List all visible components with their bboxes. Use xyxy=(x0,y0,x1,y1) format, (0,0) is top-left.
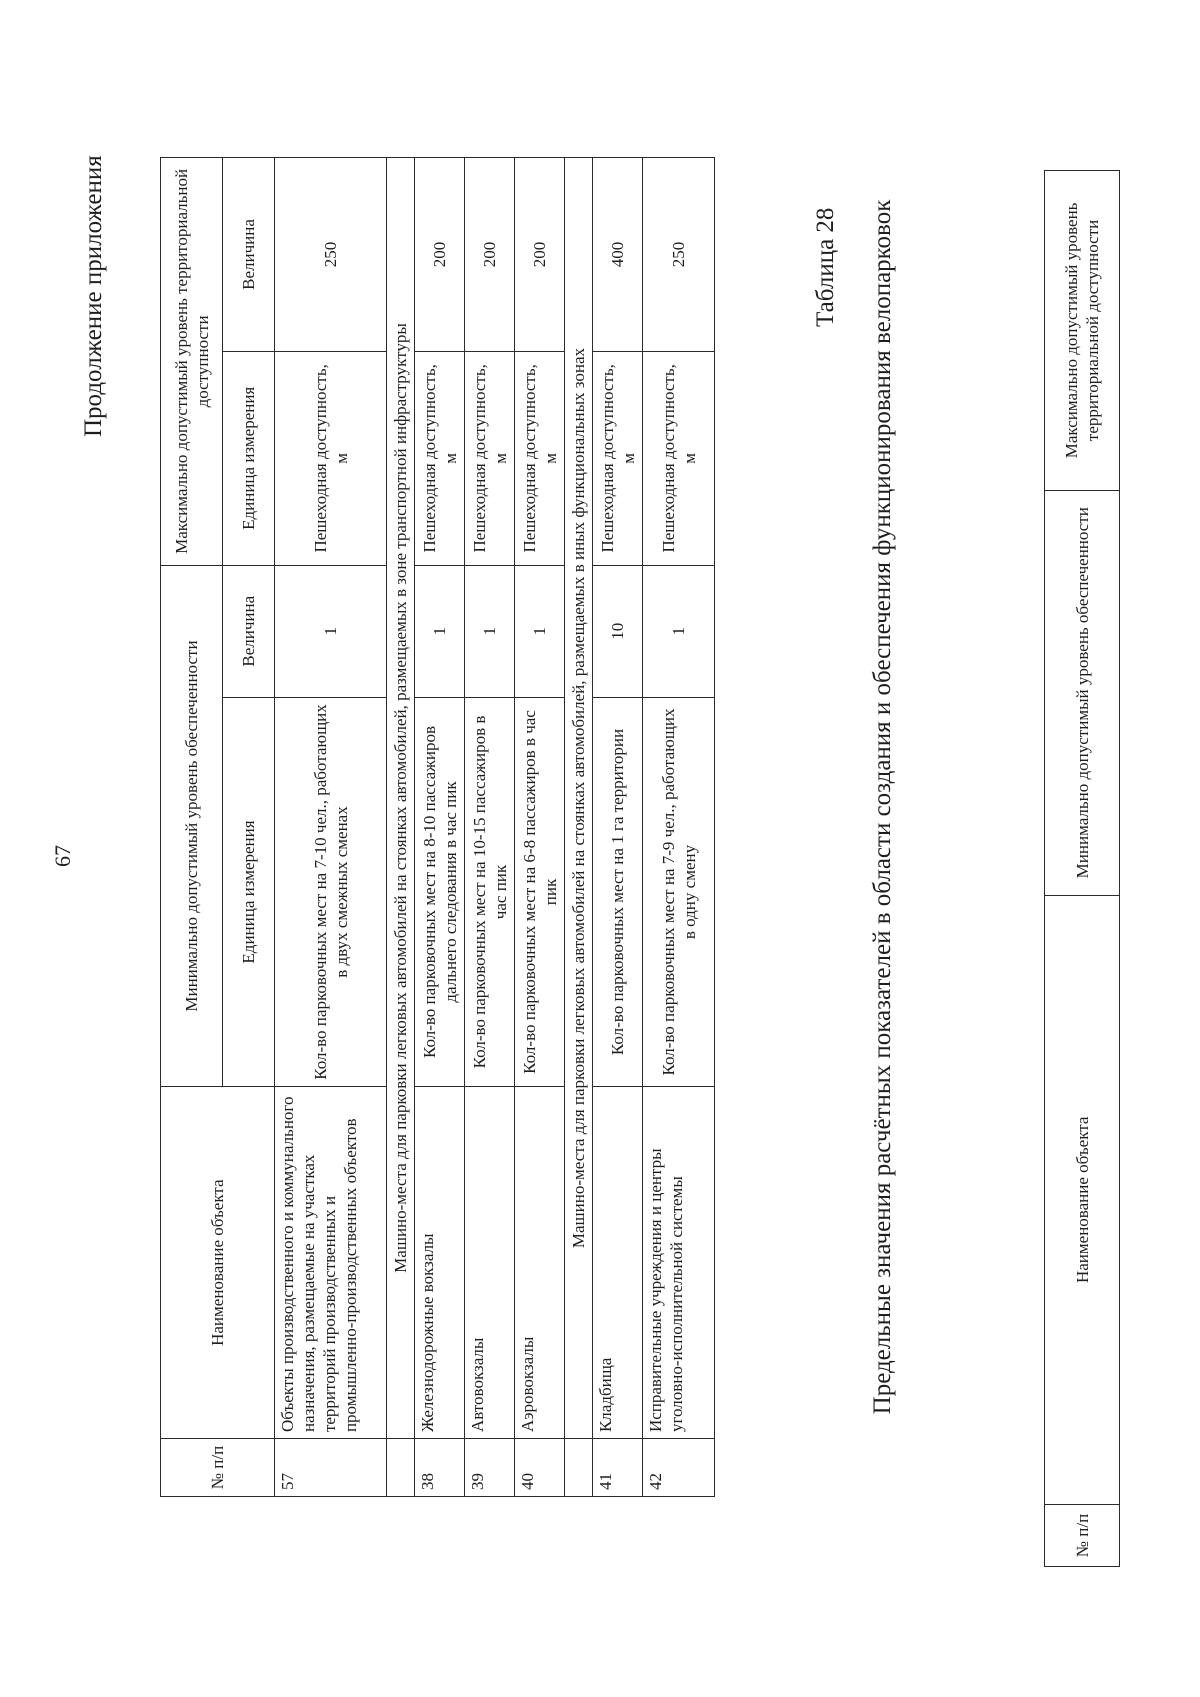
max-value: 250 xyxy=(275,158,387,352)
object-name: Объекты производственного и коммунального назначения, размещаемые на участках территорий производственных и промышленно-производственных объектов xyxy=(275,1087,387,1439)
max-value: 400 xyxy=(593,158,643,352)
table28-title: Предельные значения расчётных показателей в области создания и обеспечения функционирования велопарковок xyxy=(869,199,896,1415)
col-max-header: Максимально допустимый уровень территориальной доступности xyxy=(161,158,223,566)
section-title: Машино-места для парковки легковых автомобилей на стоянках автомобилей, размещаемых в зоне транспортной инфраструктуры xyxy=(387,158,415,1439)
bike-parking-table xyxy=(1044,170,1120,1567)
min-value: 10 xyxy=(593,565,643,697)
table-row xyxy=(593,158,643,1497)
min-unit: Кол-во парковочных мест на 7-9 чел., работающих в одну смену xyxy=(643,697,715,1087)
table-row xyxy=(415,158,465,1497)
max-unit: Пешеходная доступность, м xyxy=(415,351,465,565)
page-number: 67 xyxy=(50,845,75,867)
t28-col-name-header: Наименование объекта xyxy=(1045,895,1120,1504)
table-row xyxy=(465,158,515,1497)
max-value: 200 xyxy=(415,158,465,352)
max-unit: Пешеходная доступность, м xyxy=(465,351,515,565)
col-max-value-header: Величина xyxy=(223,158,275,352)
max-value: 200 xyxy=(515,158,565,352)
page-header: Продолжение приложения xyxy=(80,155,107,437)
parking-norms-table xyxy=(160,157,715,1497)
t28-col-max-header: Максимально допустимый уровень территориальной доступности xyxy=(1045,171,1120,491)
col-name-header: Наименование объекта xyxy=(161,1087,275,1439)
table-header-row xyxy=(161,158,223,1497)
min-value: 1 xyxy=(415,565,465,697)
t28-col-min-header: Минимально допустимый уровень обеспеченности xyxy=(1045,490,1120,895)
min-unit: Кол-во парковочных мест на 1 га территории xyxy=(593,697,643,1087)
object-name: Автовокзалы xyxy=(465,1087,515,1439)
max-unit: Пешеходная доступность, м xyxy=(593,351,643,565)
table-row xyxy=(515,158,565,1497)
min-value: 1 xyxy=(275,565,387,697)
max-value: 200 xyxy=(465,158,515,352)
object-name: Исправительные учреждения и центры уголовно-исполнительной системы xyxy=(643,1087,715,1439)
row-number: 41 xyxy=(593,1439,643,1497)
t28-col-num-header: № п/п xyxy=(1045,1505,1120,1567)
min-value: 1 xyxy=(515,565,565,697)
min-unit: Кол-во парковочных мест на 7-10 чел., работающих в двух смежных сменах xyxy=(275,697,387,1087)
max-value: 250 xyxy=(643,158,715,352)
object-name: Кладбища xyxy=(593,1087,643,1439)
table-row xyxy=(275,158,387,1497)
col-min-unit-header: Единица измерения xyxy=(223,697,275,1087)
max-unit: Пешеходная доступность, м xyxy=(643,351,715,565)
min-value: 1 xyxy=(643,565,715,697)
max-unit: Пешеходная доступность, м xyxy=(275,351,387,565)
row-number: 39 xyxy=(465,1439,515,1497)
min-unit: Кол-во парковочных мест на 8-10 пассажиров дальнего следования в час пик xyxy=(415,697,465,1087)
col-min-value-header: Величина xyxy=(223,565,275,697)
col-num-header: № п/п xyxy=(161,1439,275,1497)
row-number: 40 xyxy=(515,1439,565,1497)
row-number: 57 xyxy=(275,1439,387,1497)
section-row xyxy=(565,158,593,1497)
row-number: 42 xyxy=(643,1439,715,1497)
table-row xyxy=(643,158,715,1497)
row-number: 38 xyxy=(415,1439,465,1497)
table28-header-row xyxy=(1045,171,1120,1567)
col-min-header: Минимально допустимый уровень обеспеченности xyxy=(161,565,223,1087)
min-value: 1 xyxy=(465,565,515,697)
table28-label: Таблица 28 xyxy=(812,207,839,327)
object-name: Аэровокзалы xyxy=(515,1087,565,1439)
max-unit: Пешеходная доступность, м xyxy=(515,351,565,565)
section-row xyxy=(387,158,415,1497)
min-unit: Кол-во парковочных мест на 10-15 пассажиров в час пик xyxy=(465,697,515,1087)
col-max-unit-header: Единица измерения xyxy=(223,351,275,565)
object-name: Железнодорожные вокзалы xyxy=(415,1087,465,1439)
section-title: Машино-места для парковки легковых автомобилей на стоянках автомобилей, размещаемых в иных функциональных зонах xyxy=(565,158,593,1439)
min-unit: Кол-во парковочных мест на 6-8 пассажиров в час пик xyxy=(515,697,565,1087)
